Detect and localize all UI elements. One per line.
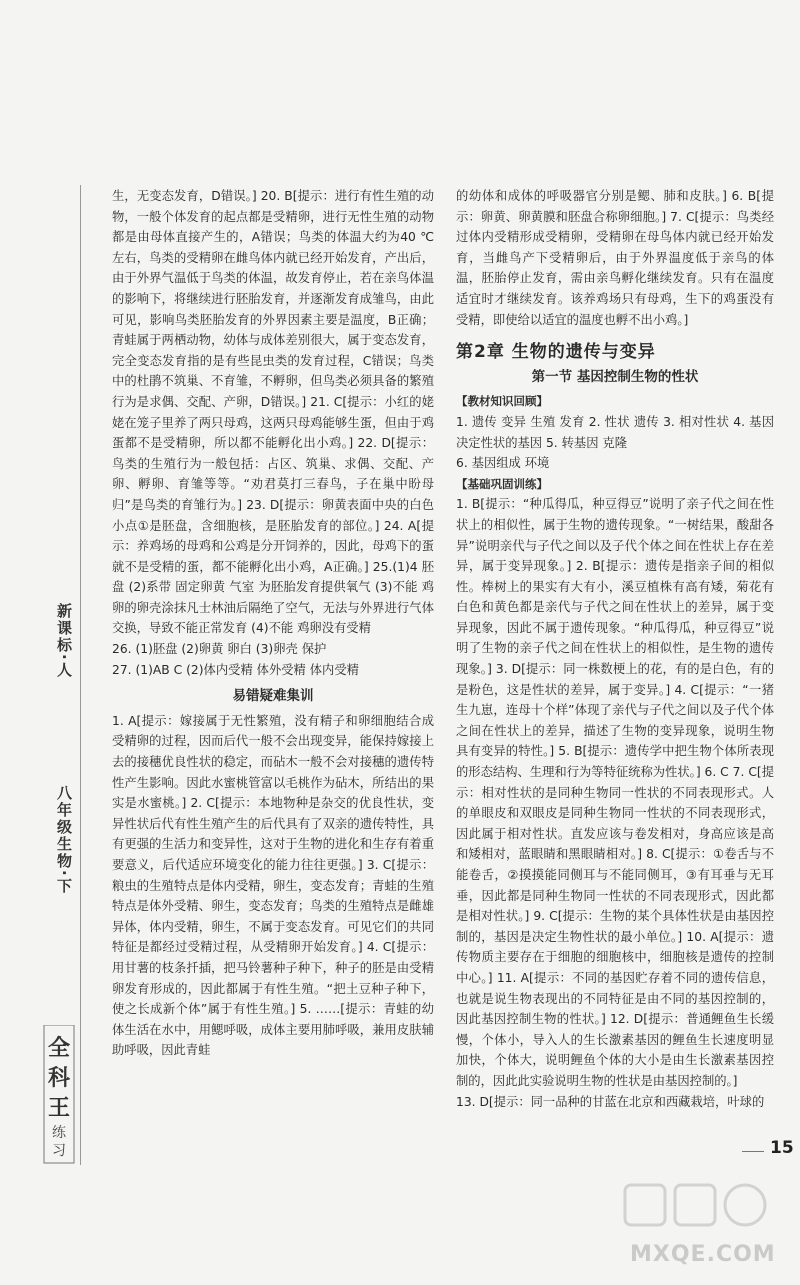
svg-text:练: 练	[52, 1125, 66, 1141]
svg-text:习: 习	[52, 1143, 66, 1159]
watermark	[620, 1180, 780, 1280]
section-title: 第一节 基因控制生物的性状	[531, 368, 699, 385]
svg-text:全: 全	[47, 1036, 71, 1061]
answer-paragraph: 26. (1)胚盘 (2)卵黄 卵白 (3)卵壳 保护	[112, 642, 327, 657]
watermark-badge-icon	[620, 1180, 780, 1240]
svg-text:王: 王	[47, 1096, 71, 1121]
answer-paragraph: 27. (1)AB C (2)体内受精 体外受精 体内受精	[112, 662, 359, 677]
answer-paragraph: 生，无变态发育，D错误。] 20. B[提示：进行有性生殖的动物，一般个体发育的起点都是受精卵，进行无性生殖的动物都是由母体直接产生的，A错误；鸟类的体温大约为40 ℃左右，鸟类的受精卵在雌鸟体内就已经开始发育，产出后，由于外界气温低于鸟类的体温，故发育停止，若在亲鸟体温的影响下，将继续进行胚胎发育，并逐渐发育成雏鸟，由此可见，影响鸟类胚胎发育的外界因素主要是温度，B正确；青蛙属于两栖动物，幼体与成体差别很大，属于变态发育，完全变态发育指的是有些昆虫类的发育过程，C错误；鸟类中的杜鹃不筑巢、不育雏，不孵卵，但鸟类必须具备的繁殖行为是求偶、交配、产卵，D错误。] 21. C[提示：小红的姥姥在笼子里养了两只母鸡，这两只母鸡能够生蛋，但由于鸡蛋都不是受精卵，所以都不能孵化出小鸡。] 22. D[提示：鸟类的生殖行为一般包括：占区、筑巢、求偶、交配、产卵、孵卵、育雏等等。“劝君莫打三春鸟，子在巢中盼母归”是鸟类的育雏行为。] 23. D[提示：卵黄表面中央的白色小点①是胚盘，含细胞核，是胚胎发育的部位。] 24. A[提示：养鸡场的母鸡和公鸡是分开饲养的，因此，母鸡下的蛋就不是受精的蛋，都不能孵化出小鸡，A正确。] 25.(1)4 胚盘 (2)系带 固定卵黄 气室 为胚胎发育提供氧气 (3)不能 鸡卵的卵壳涂抹凡士林油后隔绝了空气，无法与外界进行气体交换，导致不能正常发育 (4)不能 鸡卵没有受精	[112, 189, 434, 636]
page-number-rule	[742, 1151, 764, 1152]
svg-text:科: 科	[47, 1066, 71, 1091]
answer-paragraph: 1. B[提示：“种瓜得瓜，种豆得豆”说明了亲子代之间在性状上的相似性，属于生物的遗传现象。“一树结果，酸甜各异”说明亲代与子代之间以及子代个体之间在性状上存在差异，属于变异现象。] 2. B[提示：遗传是指亲子间的相似性。棒树上的果实有大有小，溪豆植株有高有矮，菊花有白色和黄色都是亲代与子代之间在性状上的差异，属于变异现象，因此不属于遗传现象。“种瓜得瓜，种豆得豆”说明了生物的亲子代之间在性状上的相似性，是生物的遗传现象。] 3. D[提示：同一株数梗上的花，有的是白色，有的是粉色，这是性状的差异，属于变异。] 4. C[提示：“一猪生九崽，连母十个样”体现了亲代与子代之间以及子代个体之间在性状上的差异，描述了生物的变异现象，说明生物具有变异的特性。] 5. B[提示：遗传学中把生物个体所表现的形态结构、生理和行为等特征统称为性状。] 6. C 7. C[提示：相对性状的是同种生物同一性状的不同表现形式。人的单眼皮和双眼皮是同种生物同一性状的不同表现形式，因此属于相对性状。直发应该与卷发相对，身高应该是高和矮相对，蓝眼睛和黑眼睛相对。] 8. C[提示：①卷舌与不能卷舌，②摸摸能同侧耳与不能同侧耳，③有耳垂与无耳垂，因此都是同种生物同一性状的不同表现形式，因此都是相对性状。] 9. C[提示：生物的某个具体性状是由基因控制的，基因是决定生物性状的最小单位。] 10. A[提示：遗传物质主要存在于细胞的细胞核中，细胞核是遗传的控制中心。] 11. A[提示：不同的基因贮存着不同的遗传信息，也就是说生物表现出的不同特征是由不同的基因控制的，因此基因控制生物的性状。] 12. D[提示：普通鲤鱼生长缓慢，个体小，导入人的生长激素基因的鲤鱼生长速度明显加快，个体大，说明鲤鱼个体的大小是由生长激素基因控制的，因此此实验说明生物的性状是由基因控制的。]	[456, 497, 774, 1088]
knowledge-tag: 【教材知识回顾】	[456, 394, 548, 409]
section-heading-yicuo: 易错疑难集训	[232, 688, 314, 705]
spine-strip	[42, 185, 94, 1165]
grade-label: 八年级生物·下	[55, 785, 73, 895]
page-number: 15	[770, 1138, 794, 1158]
knowledge-line: 6. 基因组成 环境	[456, 456, 550, 471]
answer-paragraph: 的幼体和成体的呼吸器官分别是鳃、肺和皮肤。] 6. B[提示：卵黄、卵黄膜和胚盘合称卵细胞。] 7. C[提示：鸟类经过体内受精形成受精卵，受精卵在母鸟体内就已经开始发育，当雌鸟产下受精卵后，由于外界温度低于亲鸟的体温，胚胎停止发育，需由亲鸟孵化继续发育。只有在温度适宜时才继续发育。该养鸡场只有母鸡，生下的鸡蛋没有受精，即使给以适宜的温度也孵不出小鸡。]	[456, 189, 774, 327]
knowledge-line: 1. 遗传 变异 生殖 发育 2. 性状 遗传 3. 相对性状 4. 基因 决定性状的基因 5. 转基因 克隆	[456, 414, 774, 450]
basic-training-tag: 【基础巩固训练】	[456, 476, 548, 491]
edition-label: 新课标·人	[55, 603, 73, 679]
right-column	[456, 186, 774, 1112]
spine-divider	[80, 185, 81, 1165]
logo-mark	[42, 1025, 78, 1165]
left-column	[112, 186, 434, 1061]
publisher-logo	[42, 1025, 78, 1165]
answer-paragraph: 13. D[提示：同一品种的甘蓝在北京和西藏栽培，叶球的	[456, 1094, 765, 1109]
watermark-text: MXQE.COM	[630, 1242, 776, 1267]
chapter-title: 第2章 生物的遗传与变异	[456, 342, 656, 363]
answer-paragraph: 1. A[提示：嫁接属于无性繁殖，没有精子和卵细胞结合成受精卵的过程，因而后代一般不会出现变异，能保持嫁接上去的接穗优良性状的稳定，而砧木一般不会对接穗的遗传特性产生影响。因此水蜜桃管富以毛桃作为砧木，所结出的果实是水蜜桃。] 2. C[提示：本地物种是杂交的优良性状，变异性状后代有性生殖产生的后代具有了双亲的遗传特性，具有更强的生活力和变异性，这对于生物的进化和生存有着重要意义，后代适应环境变化的能力往往更强。] 3. C[提示：粮虫的生殖特点是体内受精，卵生，变态发育；青蛙的生殖特点是体外受精、卵生，变态发育；鸟类的生殖特点是雌雄异体，体内受精，卵生，不属于变态发育。可见它们的共同特征是都经过受精过程，从受精卵开始发育。] 4. C[提示：用甘薯的枝条扦插，把马铃薯种子种下，种子的胚是由受精卵发育形成的，因此都属于有性生殖。“把土豆种子种下，使之长成新个体”属于有性生殖。] 5. ……[提示：青蛙的幼体生活在水中，用鳃呼吸，成体主要用肺呼吸，兼用皮肤辅助呼吸，因此青蛙	[112, 713, 434, 1058]
